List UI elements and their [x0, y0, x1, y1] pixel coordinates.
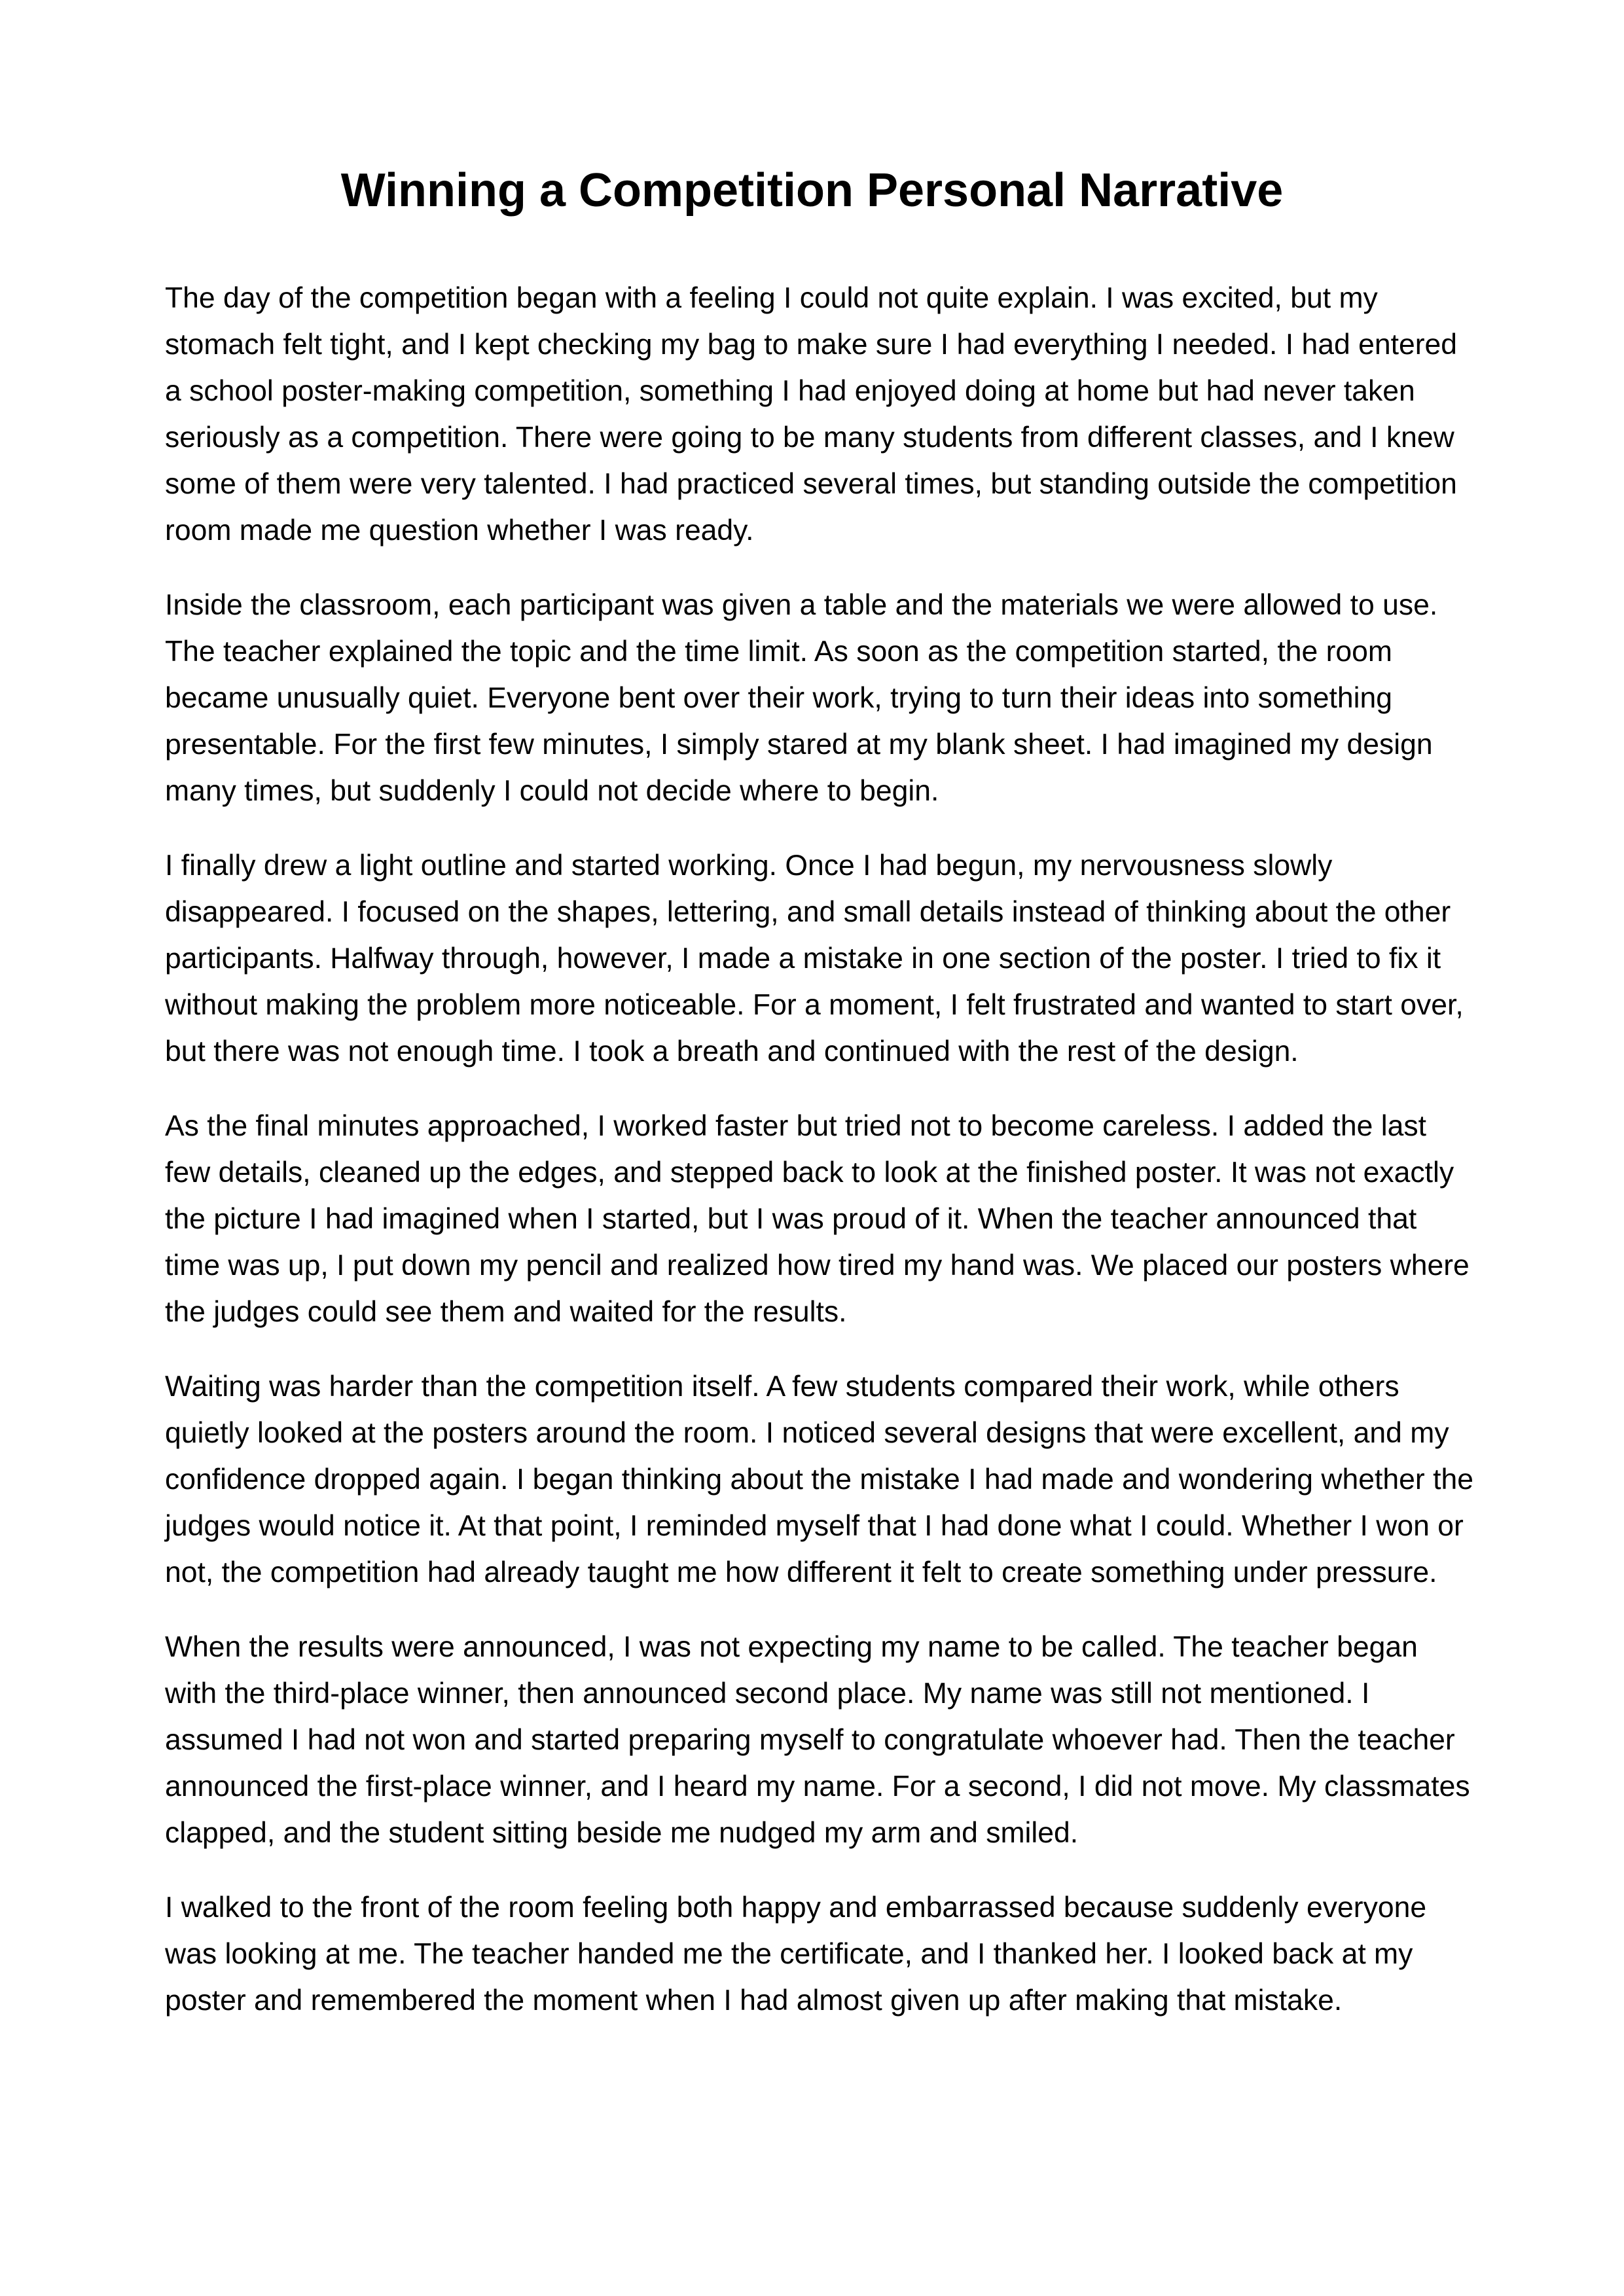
- paragraph-7: I walked to the front of the room feeling both happy and embarrassed because suddenly everyone was looking at me. The teacher handed me the certificate, and I thanked her. I looked back at my poster and remembered the moment when I had almost given up after making that mistake.: [165, 1892, 1427, 2017]
- narrative-body: [165, 275, 1474, 2052]
- paragraph-5: Waiting was harder than the competition itself. A few students compared their work, while others quietly looked at the posters around the room. I noticed several designs that were excellent, and my confidence dropped again. I began thinking about the mistake I had made and wondering whether the judges would notice it. At that point, I reminded myself that I had done what I could. Whether I won or not, the competition had already taught me how different it felt to create something under pressure.: [165, 1371, 1473, 1588]
- page-title: Winning a Competition Personal Narrative: [340, 164, 1284, 217]
- paragraph-6: When the results were announced, I was not expecting my name to be called. The teacher began with the third-place winner, then announced second place. My name was still not mentioned. I assumed I had not won and started preparing myself to congratulate whoever had. Then the teacher announced the first-place winner, and I heard my name. For a second, I did not move. My classmates clapped, and the student sitting beside me nudged my arm and smiled.: [165, 1631, 1470, 1849]
- paragraph-2: Inside the classroom, each participant was given a table and the materials we were allowed to use. The teacher explained the topic and the time limit. As soon as the competition started, the room became unusually quiet. Everyone bent over their work, trying to turn their ideas into something presentable. For the first few minutes, I simply stared at my blank sheet. I had imagined my design many times, but suddenly I could not decide where to begin.: [165, 589, 1438, 807]
- paragraph-3: I finally drew a light outline and started working. Once I had begun, my nervousness slowly disappeared. I focused on the shapes, lettering, and small details instead of thinking about the other participants. Halfway through, however, I made a mistake in one section of the poster. I tried to fix it without making the problem more noticeable. For a moment, I felt frustrated and wanted to start over, but there was not enough time. I took a breath and continued with the rest of the design.: [165, 850, 1464, 1067]
- paragraph-4: As the final minutes approached, I worked faster but tried not to become careless. I added the last few details, cleaned up the edges, and stepped back to look at the finished poster. It was not exactly the picture I had imagined when I started, but I was proud of it. When the teacher announced that time was up, I put down my pencil and realized how tired my hand was. We placed our posters where the judges could see them and waited for the results.: [165, 1110, 1470, 1328]
- paragraph-1: The day of the competition began with a feeling I could not quite explain. I was excited, but my stomach felt tight, and I kept checking my bag to make sure I had everything I needed. I had entered a school poster-making competition, something I had enjoyed doing at home but had never taken seriously as a competition. There were going to be many students from different classes, and I knew some of them were very talented. I had practiced several times, but standing outside the competition room made me question whether I was ready.: [165, 282, 1458, 547]
